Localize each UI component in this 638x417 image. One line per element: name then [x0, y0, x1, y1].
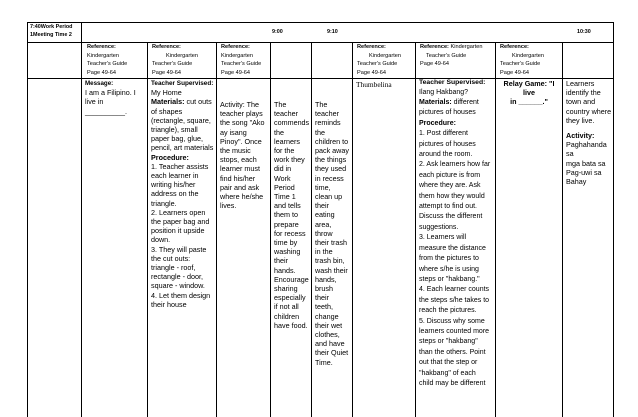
- supervised-line: learners counted more: [419, 327, 490, 335]
- work-period-line: hands.: [274, 265, 296, 275]
- supervised-label: Teacher Supervised:: [419, 79, 486, 86]
- story-title: Thumbelina: [356, 80, 392, 89]
- recess-line: reminds: [315, 118, 341, 128]
- reference-line: Kindergarten: [369, 52, 402, 59]
- recess-line: change: [315, 311, 339, 321]
- recess-line: in recess: [315, 173, 344, 183]
- work-period-line: prepare: [274, 219, 299, 229]
- activity-line: the song "Ako: [220, 118, 265, 128]
- message-cell: [83, 78, 147, 117]
- recess-line: Time.: [315, 357, 333, 367]
- supervised-line: the cut outs:: [151, 253, 191, 263]
- reference-title: Reference:: [420, 44, 449, 50]
- reference-col2: [85, 42, 147, 78]
- supervised-line: triangle - roof,: [151, 263, 196, 273]
- work-period-line: learners: [274, 136, 300, 146]
- supervised-line: 4. Each learner counts: [419, 286, 490, 294]
- activity-line: find his/her: [220, 173, 256, 183]
- work-period-line: if not all: [274, 302, 299, 312]
- teacher-supervised-my-home: [149, 78, 217, 310]
- work-period-line: commends: [274, 118, 310, 128]
- supervised-line: 2. Ask learners how far: [419, 161, 491, 169]
- recess-line: wash their: [315, 265, 348, 275]
- supervised-line: around the room.: [419, 151, 473, 159]
- reference-title: Reference:: [87, 44, 116, 50]
- supervised-line: child may be different: [419, 379, 486, 387]
- activity-cell: [218, 99, 271, 211]
- recess-cell: [313, 99, 353, 368]
- supervised-line: them how they would: [419, 192, 485, 200]
- work-period-line: Encourage: [274, 274, 309, 284]
- supervised-line: steps or "hakbang": [419, 338, 478, 346]
- supervised-line: Materials: cut outs: [151, 97, 212, 107]
- closing-activity-line: Paghahanda sa: [566, 140, 607, 159]
- work-period-line: children: [274, 311, 300, 321]
- message-label: Message:: [85, 80, 114, 87]
- closing-activity-label: Activity:: [566, 131, 595, 141]
- recess-line: the things: [315, 155, 347, 165]
- reference-line: Page 49-64: [152, 69, 181, 76]
- work-period-line: especially: [274, 293, 306, 303]
- closing-activity-line: mga bata sa: [566, 158, 606, 168]
- message-line: live in: [85, 97, 104, 107]
- supervised-line: Procedure:: [151, 152, 189, 162]
- recess-line: their wet: [315, 320, 343, 330]
- reference-line: Kindergarten: [512, 52, 545, 59]
- work-period-line: work they: [274, 155, 305, 165]
- supervised-line: rectangle - door,: [151, 272, 203, 282]
- supervised-line: suggestions.: [419, 223, 459, 231]
- supervised-line: where s/he is using: [419, 265, 479, 273]
- table-border-top: [27, 22, 614, 23]
- supervised-line: attempt to find out.: [419, 203, 477, 211]
- supervised-line: writing his/her: [151, 180, 196, 190]
- activity-line: ay isang: [220, 127, 247, 137]
- reference-line: Kindergarten: [166, 52, 199, 59]
- reference-line: Teacher's Guide: [500, 61, 541, 68]
- reference-line: Page 49-64: [87, 69, 116, 76]
- work-period-line: Work: [274, 173, 291, 183]
- supervised-line: 1. Post different: [419, 130, 468, 138]
- supervised-line: pictures of houses: [419, 140, 476, 148]
- recess-line: children to: [315, 136, 349, 146]
- activity-line: learner must: [220, 164, 260, 174]
- activity-line: Activity: The: [220, 100, 260, 109]
- period-label: 7:40Work Period 1Meeting Time 2: [30, 24, 73, 38]
- work-period-line: teacher: [274, 109, 298, 119]
- closing-activity-line: Bahay: [566, 177, 587, 187]
- reference-title: Reference:: [152, 44, 181, 50]
- supervised-line: 3. They will paste: [151, 244, 207, 254]
- reference-line: Teacher's Guide: [152, 61, 193, 68]
- supervised-label: Teacher Supervised:: [151, 80, 214, 87]
- supervised-line: reach the pictures.: [419, 307, 477, 315]
- reference-line: Page 49-64: [221, 69, 250, 76]
- supervised-line: each picture is from: [419, 171, 481, 179]
- lesson-plan-table: [27, 22, 614, 417]
- reference-line: Teacher's Guide: [426, 52, 467, 59]
- supervised-line: paper bag, glue,: [151, 134, 203, 144]
- recess-line: eating: [315, 210, 335, 220]
- work-period-line: did in: [274, 164, 292, 174]
- reference-title-line: [420, 43, 494, 52]
- recess-line: time,: [315, 182, 331, 192]
- recess-line: area,: [315, 219, 332, 229]
- closing-cell: [564, 78, 614, 187]
- work-period-line: for the: [274, 146, 295, 156]
- table-border-left: [27, 22, 28, 417]
- supervised-line: (rectangle, square,: [151, 115, 211, 125]
- supervised-line: 1. Teacher assists: [151, 161, 209, 171]
- reference-col8: [418, 42, 496, 70]
- supervised-line: Procedure:: [419, 119, 456, 127]
- reference-title: Reference:: [221, 44, 250, 50]
- closing-line: they live.: [566, 115, 595, 125]
- supervised-line: their house: [151, 299, 187, 309]
- supervised-line: each learner in: [151, 171, 199, 181]
- reference-title: Reference:: [500, 44, 529, 50]
- work-period-cell: [272, 99, 312, 331]
- supervised-line: pencil, art materials: [151, 143, 214, 153]
- reference-line: Teacher's Guide: [221, 61, 262, 68]
- supervised-line: steps or "hakbang.": [419, 275, 480, 283]
- supervised-line: from the pictures to: [419, 255, 479, 263]
- work-period-line: for recess: [274, 228, 306, 238]
- reference-line: Kindergarten: [450, 44, 483, 50]
- reference-line: Kindergarten: [221, 52, 254, 59]
- work-period-line: sharing: [274, 284, 298, 294]
- recess-line: their: [315, 201, 329, 211]
- work-period-line: the: [274, 127, 284, 137]
- supervised-line: where they are. Ask: [419, 182, 481, 190]
- materials-label: Materials:: [151, 97, 185, 107]
- recess-line: brush: [315, 284, 333, 294]
- reference-col3: [150, 42, 216, 78]
- relay-line: in ______.": [510, 97, 548, 107]
- message-line: I am a Filipino. I: [85, 88, 136, 98]
- col-divider-9: [562, 42, 563, 417]
- reference-title: Reference:: [357, 44, 386, 50]
- recess-line: clothes,: [315, 330, 340, 340]
- time-9-10: 9:10: [327, 29, 338, 35]
- recess-line: their: [315, 293, 329, 303]
- supervised-line: 2. Learners open: [151, 207, 206, 217]
- closing-line: country where: [566, 106, 612, 116]
- work-period-line: washing: [274, 247, 301, 257]
- reference-col9: [498, 42, 562, 78]
- row-divider-message: [27, 78, 81, 79]
- reference-line: Page 49-64: [500, 69, 529, 76]
- recess-line: their trash: [315, 238, 347, 248]
- closing-line: identify the: [566, 88, 601, 98]
- message-line: __________.: [85, 106, 127, 116]
- supervised-line: the steps s/he takes to: [419, 296, 490, 304]
- work-period-line: have food.: [274, 320, 308, 330]
- reference-col7: [355, 42, 415, 78]
- activity-line: pair and ask: [220, 182, 260, 192]
- reference-line: Teacher's Guide: [87, 61, 128, 68]
- recess-line: the: [315, 127, 325, 137]
- col-divider-2: [147, 42, 148, 417]
- reference-line: Kindergarten: [87, 52, 120, 59]
- supervised-line: than the others. Point: [419, 348, 486, 356]
- materials-label: Materials:: [419, 99, 452, 106]
- supervised-line: "hakbang" of each: [419, 369, 476, 377]
- work-period-line: and tells: [274, 201, 301, 211]
- activity-line: the music: [220, 146, 251, 156]
- reference-line: Page 49-64: [357, 69, 386, 76]
- work-period-line: Time 1: [274, 192, 296, 202]
- work-period-line: their: [274, 256, 288, 266]
- supervised-line: triangle), small: [151, 125, 198, 135]
- reference-col4: [219, 42, 271, 78]
- recess-line: clean up: [315, 192, 343, 202]
- supervised-line: measure the distance: [419, 244, 486, 252]
- work-period-line: them to: [274, 210, 298, 220]
- supervised-line: pictures of houses: [419, 109, 476, 117]
- recess-line: trash bin,: [315, 256, 345, 266]
- recess-line: they used: [315, 164, 347, 174]
- recess-line: and have: [315, 339, 345, 349]
- activity-line: teacher plays: [220, 109, 263, 119]
- work-period-line: The: [274, 100, 287, 109]
- time-9-00: 9:00: [272, 29, 283, 35]
- supervised-line: out that the step or: [419, 359, 478, 367]
- closing-line: Learners: [566, 79, 595, 88]
- supervised-line: the paper bag and: [151, 217, 210, 227]
- activity-line: stops, each: [220, 155, 257, 165]
- recess-line: The: [315, 100, 328, 109]
- supervised-line: address on the: [151, 189, 199, 199]
- supervised-line: square - window.: [151, 281, 205, 291]
- supervised-line: Discuss the different: [419, 213, 483, 221]
- recess-line: hands,: [315, 274, 337, 284]
- recess-line: teeth,: [315, 302, 333, 312]
- work-period-line: time by: [274, 238, 298, 248]
- activity-line: where he/she: [220, 192, 264, 202]
- supervised-line: down.: [151, 235, 171, 245]
- reference-line: Page 49-64: [420, 61, 449, 68]
- activity-line: lives.: [220, 201, 237, 211]
- activity-line: Pinoy". Once: [220, 136, 262, 146]
- supervised-line: My Home: [151, 88, 182, 98]
- recess-line: their Quiet: [315, 348, 349, 358]
- recess-line: in the: [315, 247, 333, 257]
- recess-line: pack away: [315, 146, 349, 156]
- supervised-line: position it upside: [151, 226, 205, 236]
- closing-activity-line: Pag-uwi sa: [566, 167, 602, 177]
- supervised-line: 5. Discuss why some: [419, 317, 485, 325]
- work-period-line: Period: [274, 182, 295, 192]
- relay-game-cell: [496, 78, 562, 108]
- time-10-30: 10:30: [577, 29, 591, 35]
- recess-line: throw: [315, 228, 333, 238]
- supervised-line: Materials: different: [419, 99, 479, 106]
- supervised-line: 4. Let them design: [151, 290, 211, 300]
- supervised-line: Ilang Hakbang?: [419, 88, 469, 96]
- supervised-line: triangle.: [151, 198, 177, 208]
- teacher-supervised-ilang-hakbang: [417, 78, 496, 390]
- closing-line: town and: [566, 97, 596, 107]
- col-divider-1: [81, 22, 82, 417]
- supervised-line: 3. Learners will: [419, 234, 467, 242]
- relay-line: Relay Game: "I live: [503, 79, 555, 98]
- recess-line: teacher: [315, 109, 339, 119]
- supervised-line: of shapes: [151, 106, 183, 116]
- reference-line: Teacher's Guide: [357, 61, 398, 68]
- col-divider-7: [415, 42, 416, 417]
